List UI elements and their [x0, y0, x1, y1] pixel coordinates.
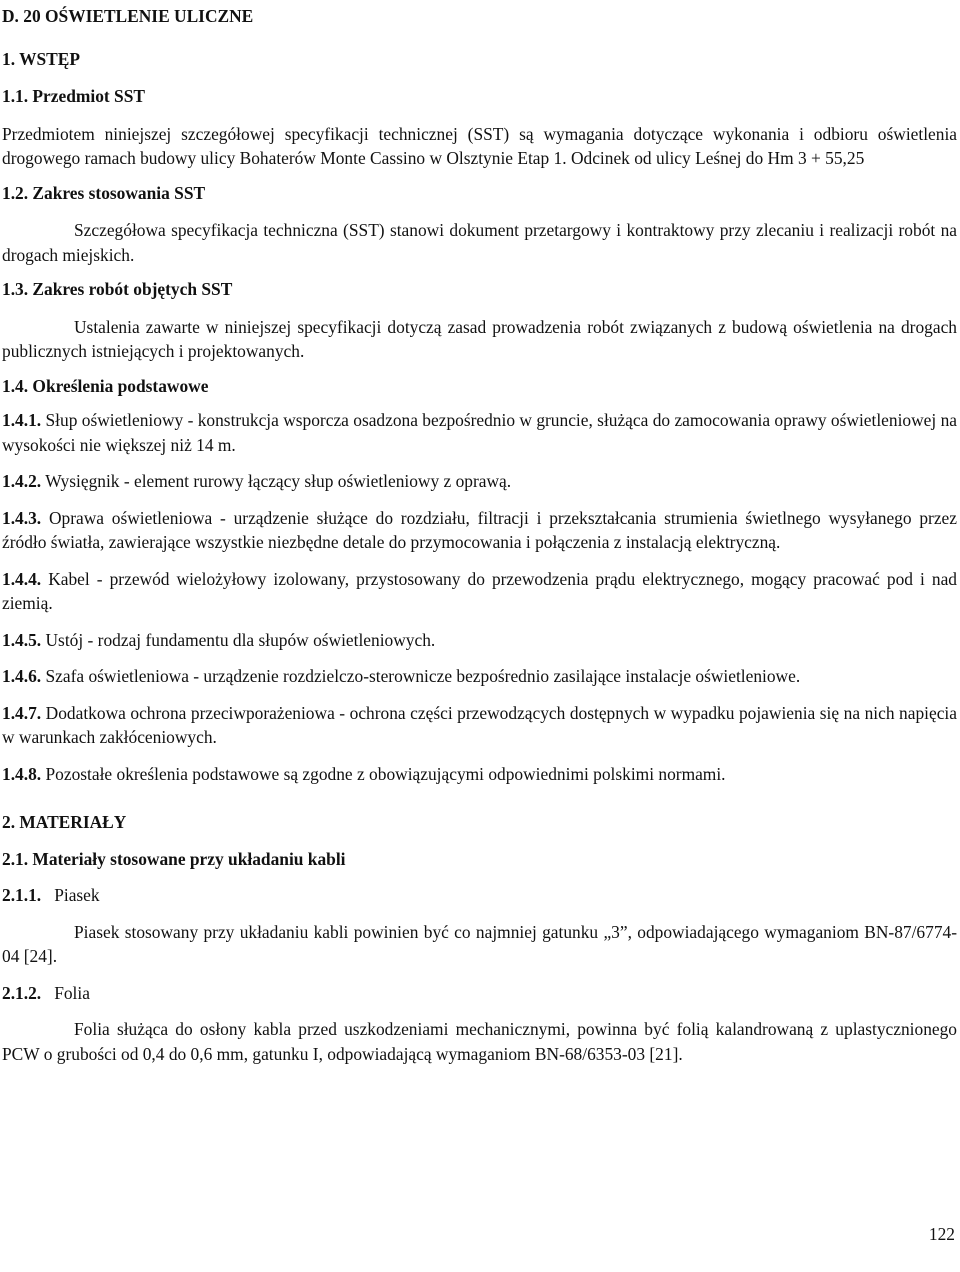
definition-number: 1.4.5.	[2, 629, 42, 650]
subsection-number: 2.1.1.	[2, 885, 42, 905]
subsection-2-1-2-text: Folia służąca do osłony kabla przed uszkodzeniami mechanicznymi, powinna być folią kalandrowaną z uplastycznionego PCW o grubości od 0,4 do 0,6 mm, gatunku I, odpowiadającą wymaganiom BN-68/6353-03 [21].	[2, 1019, 957, 1064]
subsection-2-1-1-text: Piasek stosowany przy układaniu kabli powinien być co najmniej gatunku „3”, odpowiadającego wymaganiom BN-87/6774-04 [24].	[2, 921, 957, 966]
subsection-label: Folia	[54, 982, 90, 1003]
definition-text: Słup oświetleniowy - konstrukcja wsporcza osadzona bezpośrednio w gruncie, służąca do zamocowania oprawy oświetleniowej na wysokości nie większej niż 14 m.	[2, 410, 957, 455]
definition-item	[2, 701, 957, 750]
definition-number: 1.4.8.	[2, 763, 42, 784]
subsection-number: 2.1.2.	[2, 982, 42, 1003]
definition-number: 1.4.2.	[2, 471, 42, 491]
definition-item	[2, 408, 957, 457]
section-1-4-heading: 1.4. Określenia podstawowe	[2, 375, 209, 396]
subsection-2-1-1-heading	[2, 883, 957, 908]
definition-number: 1.4.7.	[2, 702, 42, 723]
definition-number: 1.4.3.	[2, 507, 42, 528]
section-2-1-heading: 2.1. Materiały stosowane przy układaniu kabli	[2, 848, 346, 869]
subsection-label: Piasek	[54, 885, 100, 905]
definition-text: Dodatkowa ochrona przeciwporażeniowa - ochrona części przewodzących dostępnych w wypadku pojawienia się na nich napięcia w warunkach zakłóceniowych.	[2, 702, 957, 747]
section-1-heading: 1. WSTĘP	[2, 48, 80, 69]
definition-item	[2, 506, 957, 555]
definitions-list	[2, 408, 957, 786]
definition-text: Pozostałe określenia podstawowe są zgodne z obowiązującymi odpowiednimi polskimi normami.	[45, 763, 726, 784]
definition-number: 1.4.4.	[2, 568, 42, 589]
document-title: D. 20 OŚWIETLENIE ULICZNE	[2, 6, 254, 26]
definition-item	[2, 664, 957, 689]
definition-number: 1.4.1.	[2, 410, 42, 430]
definition-item	[2, 762, 957, 787]
section-2-heading: 2. MATERIAŁY	[2, 812, 127, 832]
definition-text: Kabel - przewód wielożyłowy izolowany, przystosowany do przewodzenia prądu elektrycznego, mogący pracować pod i nad ziemią.	[2, 568, 958, 613]
page-number: 122	[928, 1224, 955, 1244]
definition-text: Wysięgnik - element rurowy łączący słup oświetleniowy z oprawą.	[45, 471, 512, 491]
definition-item	[2, 628, 957, 653]
subsection-2-1-2-heading	[2, 981, 957, 1006]
definition-number: 1.4.6.	[2, 666, 42, 686]
definition-text: Szafa oświetleniowa - urządzenie rozdzielczo-sterownicze bezpośrednio zasilające instalacje oświetleniowe.	[45, 666, 801, 686]
section-1-2-text: Szczegółowa specyfikacja techniczna (SST) stanowi dokument przetargowy i kontraktowy przy zlecaniu i realizacji robót na drogach miejskich.	[2, 220, 957, 265]
definition-item	[2, 469, 957, 494]
definition-item	[2, 567, 957, 616]
section-1-3-text: Ustalenia zawarte w niniejszej specyfikacji dotyczą zasad prowadzenia robót związanych z budową oświetlenia na drogach publicznych istniejących i projektowanych.	[2, 316, 957, 361]
section-1-3-heading: 1.3. Zakres robót objętych SST	[2, 279, 233, 299]
definition-text: Oprawa oświetleniowa - urządzenie służące do rozdziału, filtracji i przekształcania strumienia świetlnego wysyłanego przez źródło światła, zawierające wszystkie niezbędne detale do przymocowania i połączenia z instalacją elektryczną.	[2, 507, 957, 552]
section-1-1-heading: 1.1. Przedmiot SST	[2, 86, 145, 106]
definition-text: Ustój - rodzaj fundamentu dla słupów oświetleniowych.	[45, 629, 436, 650]
section-1-1-text: Przedmiotem niniejszej szczegółowej specyfikacji technicznej (SST) są wymagania dotyczące wykonania i odbioru oświetlenia drogowego ramach budowy ulicy Bohaterów Monte Cassino w Olsztynie Etap 1. Odcinek od ulicy Leśnej do Hm 3 + 55,25	[2, 123, 957, 168]
section-1-2-heading: 1.2. Zakres stosowania SST	[2, 182, 206, 203]
